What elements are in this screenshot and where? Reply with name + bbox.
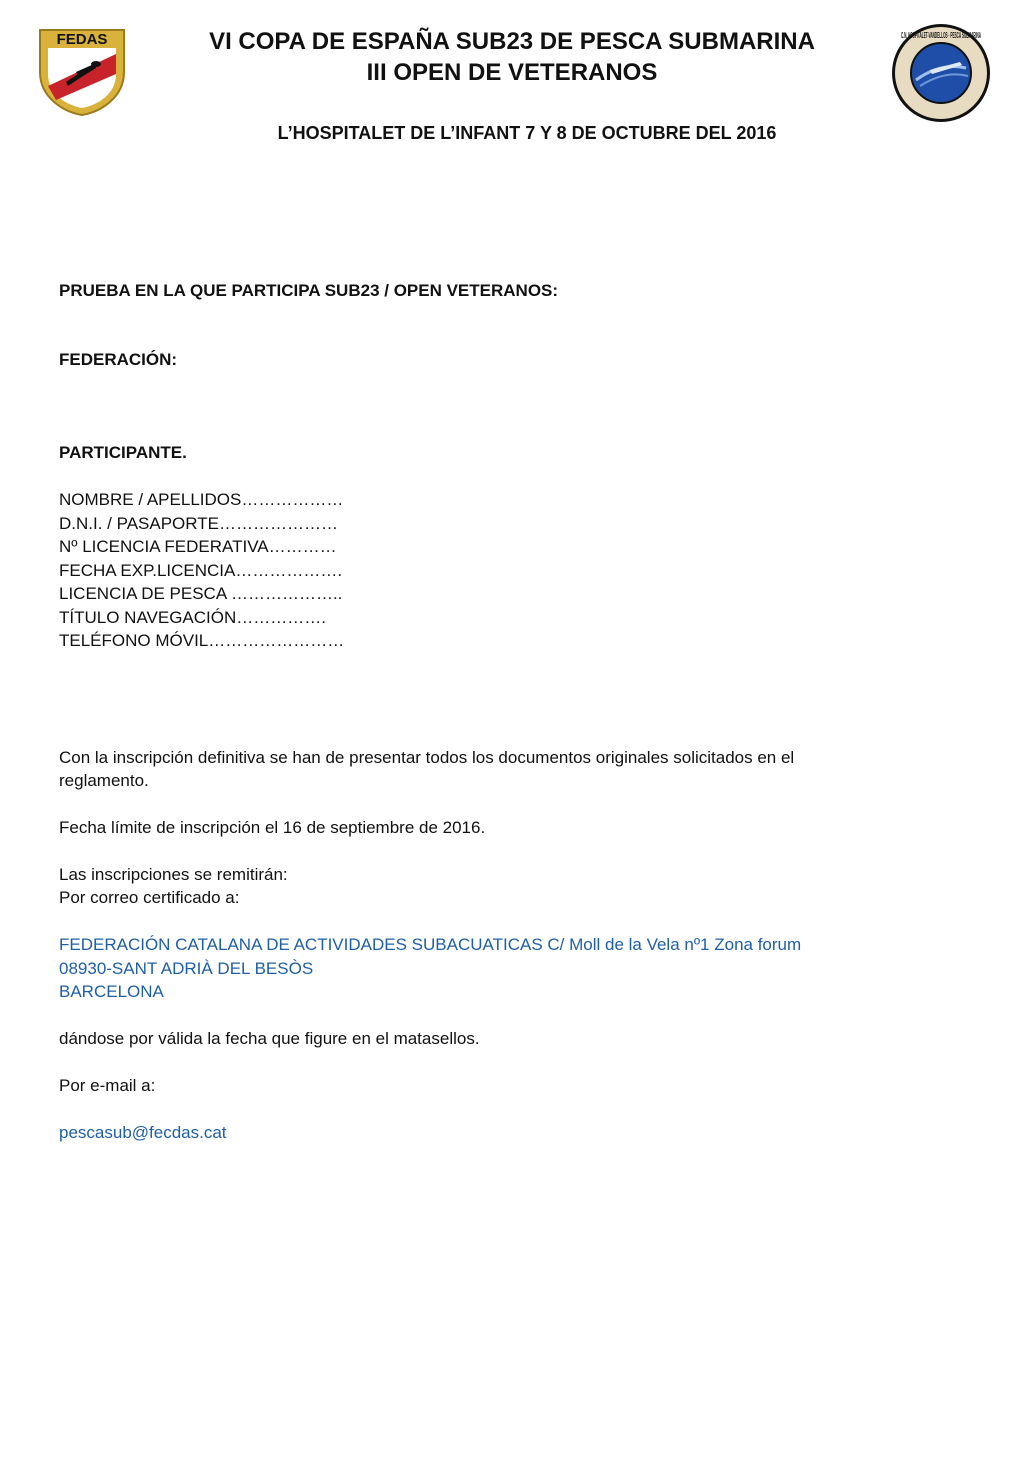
field-telefono: TELÉFONO MÓVIL…………………… [59,631,345,650]
fedas-logo [36,28,128,116]
address-line2: 08930-SANT ADRIÀ DEL BESÒS [59,959,314,978]
email-link[interactable]: pescasub@fecdas.cat [59,1123,227,1142]
prueba-label: PRUEBA EN LA QUE PARTICIPA SUB23 / OPEN VETERANOS: [59,281,559,300]
page-title-line1: VI COPA DE ESPAÑA SUB23 DE PESCA SUBMARINA [209,28,815,55]
remit-text-line1: Las inscripciones se remitirán: [59,865,288,884]
field-licencia-pesca: LICENCIA DE PESCA ……………….. [59,584,343,603]
address-line3: BARCELONA [59,982,164,1001]
page-title-line2: III OPEN DE VETERANOS [366,59,658,86]
requirements-text-line2: reglamento. [59,771,149,790]
remit-text-line2: Por correo certificado a: [59,888,240,907]
participant-fields [59,488,344,653]
email-label: Por e-mail a: [59,1076,156,1095]
field-titulo-navegacion: TÍTULO NAVEGACIÓN……………. [59,607,326,627]
club-badge-text: C.N. HOSPITALET-VANDELLOS · PESCA SUBMARINA [901,31,982,40]
postmark-note: dándose por válida la fecha que figure en el matasellos. [59,1029,480,1048]
requirements-text-line1: Con la inscripción definitiva se han de presentar todos los documentos originales solicitados en el [59,748,795,767]
field-nombre: NOMBRE / APELLIDOS……………… [59,490,344,509]
federacion-label: FEDERACIÓN: [59,350,178,369]
fedas-logo-text: FEDAS [56,31,108,48]
event-location-date: L’HOSPITALET DE L’INFANT 7 Y 8 DE OCTUBRE DEL 2016 [277,123,777,143]
field-licencia-federativa: Nº LICENCIA FEDERATIVA………… [59,537,337,556]
club-badge-logo [890,22,992,124]
deadline-text: Fecha límite de inscripción el 16 de septiembre de 2016. [59,818,486,837]
field-dni: D.N.I. / PASAPORTE………………… [59,513,338,533]
participante-label: PARTICIPANTE. [59,443,187,462]
address-line1: FEDERACIÓN CATALANA DE ACTIVIDADES SUBACUATICAS C/ Moll de la Vela nº1 Zona forum [59,935,802,954]
field-fecha-exp: FECHA EXP.LICENCIA………………. [59,560,343,580]
